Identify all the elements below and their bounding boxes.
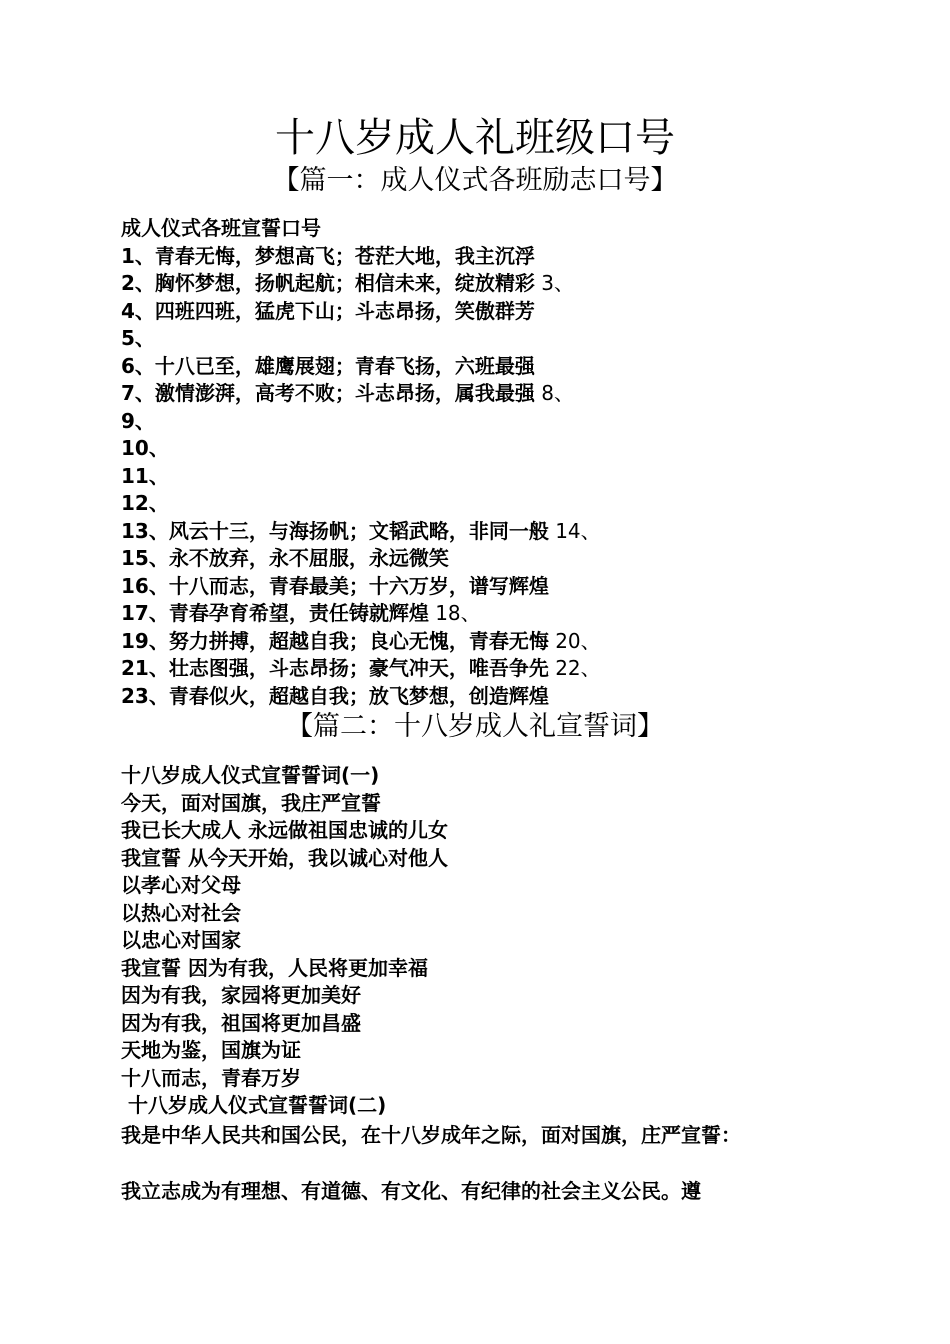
list-item: 2、胸怀梦想，扬帆起航；相信未来，绽放精彩 3、 (121, 271, 575, 295)
list-item: 天地为鉴，国旗为证 (121, 1038, 301, 1062)
list-item: 成人仪式各班宣誓口号 (121, 216, 321, 240)
list-item: 十八岁成人仪式宣誓誓词(一) (121, 763, 380, 787)
list-item: 今天，面对国旗，我庄严宣誓 (121, 790, 381, 815)
list-item: 9、 (121, 408, 155, 433)
list-item: 6、十八已至，雄鹰展翅；青春飞扬，六班最强 (121, 353, 535, 378)
list-item: 我宣誓 从今天开始，我以诚心对他人 (121, 845, 448, 870)
document-title: 十八岁成人礼班级口号 (275, 115, 675, 161)
list-item: 4、四班四班，猛虎下山；斗志昂扬，笑傲群芳 (121, 298, 535, 323)
list-item: 17、青春孕育希望，责任铸就辉煌 18、 (121, 601, 481, 625)
list-item: 16、十八而志，青春最美；十六万岁，谱写辉煌 (121, 573, 549, 598)
list-item: 12、 (121, 491, 169, 515)
oath-last-line: 我立志成为有理想、有道德、有文化、有纪律的社会主义公民。遵 (121, 1179, 701, 1203)
list-item: 13、风云十三，与海扬帆；文韬武略，非同一般 14、 (121, 518, 601, 543)
oath-paragraph: 我是中华人民共和国公民，在十八岁成年之际，面对国旗，庄严宣誓： (121, 1123, 741, 1147)
list-item: 因为有我，家园将更加美好 (121, 983, 361, 1007)
list-item: 十八岁成人仪式宣誓誓词(二) (121, 1093, 387, 1117)
list-item: 5、 (121, 326, 155, 350)
oath-list (121, 762, 841, 1120)
list-item: 23、青春似火，超越自我；放飞梦想，创造辉煌 (121, 683, 549, 708)
section-heading-1: 【篇一：成人仪式各班励志口号】 (272, 165, 678, 196)
list-item: 7、激情澎湃，高考不败；斗志昂扬，属我最强 8、 (121, 381, 575, 405)
list-item: 1、青春无悔，梦想高飞；苍茫大地，我主沉浮 (121, 243, 535, 268)
list-item: 以孝心对父母 (121, 873, 241, 897)
section-heading-2: 【篇二：十八岁成人礼宣誓词】 (286, 711, 664, 742)
list-item: 我已长大成人 永远做祖国忠诚的儿女 (121, 818, 448, 842)
list-item: 因为有我，祖国将更加昌盛 (121, 1010, 361, 1035)
list-item: 11、 (121, 463, 169, 488)
list-item: 我宣誓 因为有我，人民将更加幸福 (121, 955, 428, 980)
list-item: 以热心对社会 (121, 900, 241, 925)
list-item: 21、壮志图强，斗志昂扬；豪气冲天，唯吾争先 22、 (121, 656, 601, 680)
list-item: 以忠心对国家 (121, 928, 241, 952)
list-item: 十八而志，青春万岁 (121, 1065, 301, 1090)
list-item: 19、努力拼搏，超越自我；良心无愧，青春无悔 20、 (121, 628, 601, 653)
list-item: 15、永不放弃，永不屈服，永远微笑 (121, 546, 449, 570)
list-item: 10、 (121, 436, 169, 460)
slogan-list (121, 215, 841, 710)
